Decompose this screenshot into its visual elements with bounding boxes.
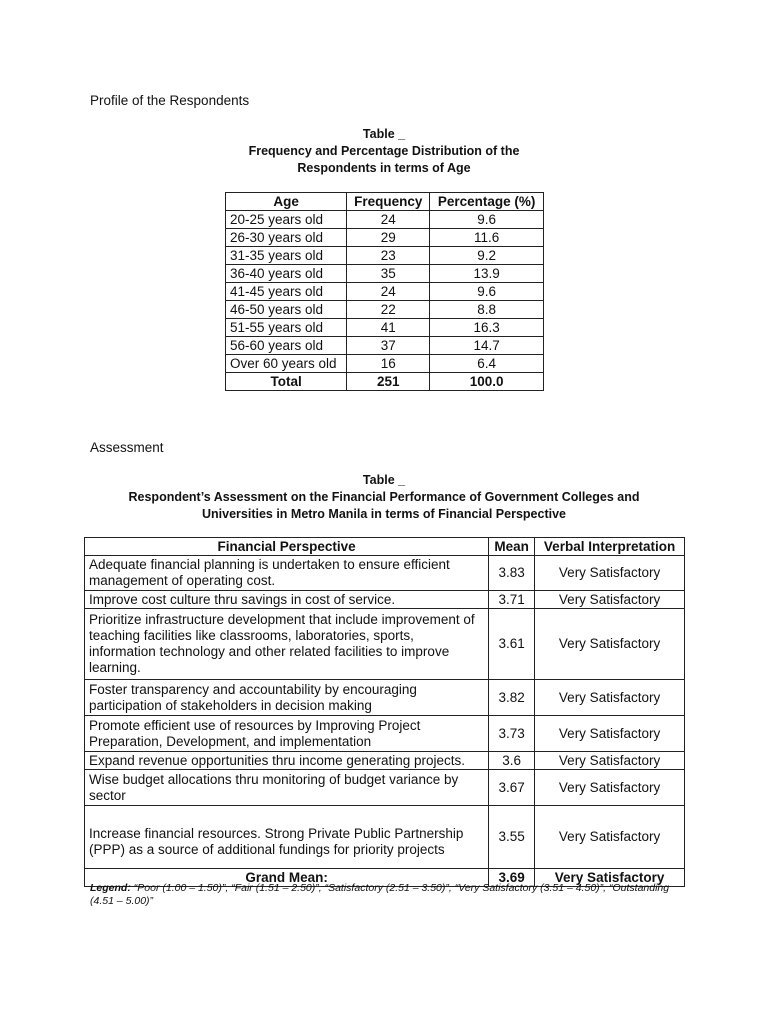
mean-cell: 3.73 — [489, 716, 535, 752]
frequency-cell: 37 — [347, 337, 430, 355]
table-row — [226, 211, 544, 229]
interpretation-cell: Very Satisfactory — [535, 770, 685, 806]
table-row — [226, 229, 544, 247]
column-header: Frequency — [347, 193, 430, 211]
percentage-cell: 9.6 — [430, 283, 544, 301]
percentage-cell: 14.7 — [430, 337, 544, 355]
age-cell: 20-25 years old — [226, 211, 347, 229]
mean-cell: 3.61 — [489, 609, 535, 680]
age-cell: 41-45 years old — [226, 283, 347, 301]
financial-table-title-line1: Respondent’s Assessment on the Financial Performance of Government Colleges and — [128, 490, 640, 504]
age-table-number: Table _ — [362, 127, 406, 141]
table-row — [85, 716, 685, 752]
interpretation-cell: Very Satisfactory — [535, 609, 685, 680]
assessment-heading: Assessment — [90, 440, 164, 455]
age-cell: 26-30 years old — [226, 229, 347, 247]
financial-table-title-line2: Universities in Metro Manila in terms of Financial Perspective — [201, 507, 566, 521]
profile-heading: Profile of the Respondents — [90, 93, 250, 108]
total-percentage: 100.0 — [430, 373, 544, 391]
legend-text: “Poor (1.00 – 1.50)”, “Fair (1.51 – 2.50)”, “Satisfactory (2.51 – 3.50)”, “Very Satisfactory (3.51 – 4.50)”, “Outstanding (4.51 – 5.00)” — [90, 882, 670, 907]
table-row — [85, 556, 685, 591]
mean-cell: 3.71 — [489, 591, 535, 609]
table-row — [85, 752, 685, 770]
column-header: Mean — [489, 538, 535, 556]
frequency-cell: 16 — [347, 355, 430, 373]
perspective-cell: Adequate financial planning is undertaken to ensure efficient management of operating cost. — [85, 556, 489, 591]
perspective-cell: Promote efficient use of resources by Improving Project Preparation, Development, and implementation — [85, 716, 489, 752]
interpretation-cell: Very Satisfactory — [535, 556, 685, 591]
mean-cell: 3.82 — [489, 680, 535, 716]
financial-table-caption — [0, 472, 768, 523]
total-row — [226, 373, 544, 391]
age-cell: Over 60 years old — [226, 355, 347, 373]
frequency-cell: 35 — [347, 265, 430, 283]
age-cell: 31-35 years old — [226, 247, 347, 265]
percentage-cell: 6.4 — [430, 355, 544, 373]
column-header: Percentage (%) — [430, 193, 544, 211]
column-header: Financial Perspective — [85, 538, 489, 556]
table-row — [226, 319, 544, 337]
table-row — [226, 247, 544, 265]
age-distribution-table — [225, 192, 544, 391]
percentage-cell: 8.8 — [430, 301, 544, 319]
age-table-title-line1: Frequency and Percentage Distribution of the — [248, 144, 520, 158]
total-label: Total — [226, 373, 347, 391]
grand-mean-interpretation: Very Satisfactory — [535, 869, 685, 887]
perspective-cell: Prioritize infrastructure development that include improvement of teaching facilities like classrooms, laboratories, sports, information technology and other related facilities to improve learning. — [85, 609, 489, 680]
mean-cell: 3.83 — [489, 556, 535, 591]
column-header: Age — [226, 193, 347, 211]
grand-mean-label: Grand Mean: — [85, 869, 489, 887]
age-table-title-line2: Respondents in terms of Age — [297, 161, 471, 175]
total-frequency: 251 — [347, 373, 430, 391]
mean-cell: 3.67 — [489, 770, 535, 806]
frequency-cell: 22 — [347, 301, 430, 319]
percentage-cell: 9.6 — [430, 211, 544, 229]
age-cell: 56-60 years old — [226, 337, 347, 355]
age-cell: 46-50 years old — [226, 301, 347, 319]
table-row — [226, 337, 544, 355]
perspective-cell: Wise budget allocations thru monitoring of budget variance by sector — [85, 770, 489, 806]
perspective-cell: Foster transparency and accountability by encouraging participation of stakeholders in decision making — [85, 680, 489, 716]
table-row — [226, 265, 544, 283]
table-header-row — [226, 193, 544, 211]
table-row — [226, 283, 544, 301]
age-cell: 36-40 years old — [226, 265, 347, 283]
legend — [90, 882, 690, 908]
table-header-row — [85, 538, 685, 556]
interpretation-cell: Very Satisfactory — [535, 806, 685, 869]
percentage-cell: 9.2 — [430, 247, 544, 265]
table-row — [85, 609, 685, 680]
column-header: Verbal Interpretation — [535, 538, 685, 556]
perspective-cell: Expand revenue opportunities thru income generating projects. — [85, 752, 489, 770]
age-cell: 51-55 years old — [226, 319, 347, 337]
interpretation-cell: Very Satisfactory — [535, 752, 685, 770]
table-row — [85, 680, 685, 716]
financial-perspective-table — [84, 537, 685, 887]
table-row — [226, 301, 544, 319]
legend-label: Legend: — [90, 882, 131, 894]
frequency-cell: 23 — [347, 247, 430, 265]
percentage-cell: 16.3 — [430, 319, 544, 337]
perspective-cell: Improve cost culture thru savings in cost of service. — [85, 591, 489, 609]
percentage-cell: 13.9 — [430, 265, 544, 283]
grand-mean-value: 3.69 — [489, 869, 535, 887]
table-row — [85, 770, 685, 806]
interpretation-cell: Very Satisfactory — [535, 716, 685, 752]
interpretation-cell: Very Satisfactory — [535, 680, 685, 716]
age-table-caption — [0, 126, 768, 177]
interpretation-cell: Very Satisfactory — [535, 591, 685, 609]
mean-cell: 3.6 — [489, 752, 535, 770]
financial-table-number: Table _ — [362, 473, 406, 487]
table-row — [85, 591, 685, 609]
perspective-cell: Increase financial resources. Strong Private Public Partnership (PPP) as a source of additional fundings for priority projects — [85, 806, 489, 869]
percentage-cell: 11.6 — [430, 229, 544, 247]
table-row — [85, 806, 685, 869]
frequency-cell: 24 — [347, 211, 430, 229]
mean-cell: 3.55 — [489, 806, 535, 869]
frequency-cell: 24 — [347, 283, 430, 301]
frequency-cell: 29 — [347, 229, 430, 247]
table-row — [226, 355, 544, 373]
frequency-cell: 41 — [347, 319, 430, 337]
